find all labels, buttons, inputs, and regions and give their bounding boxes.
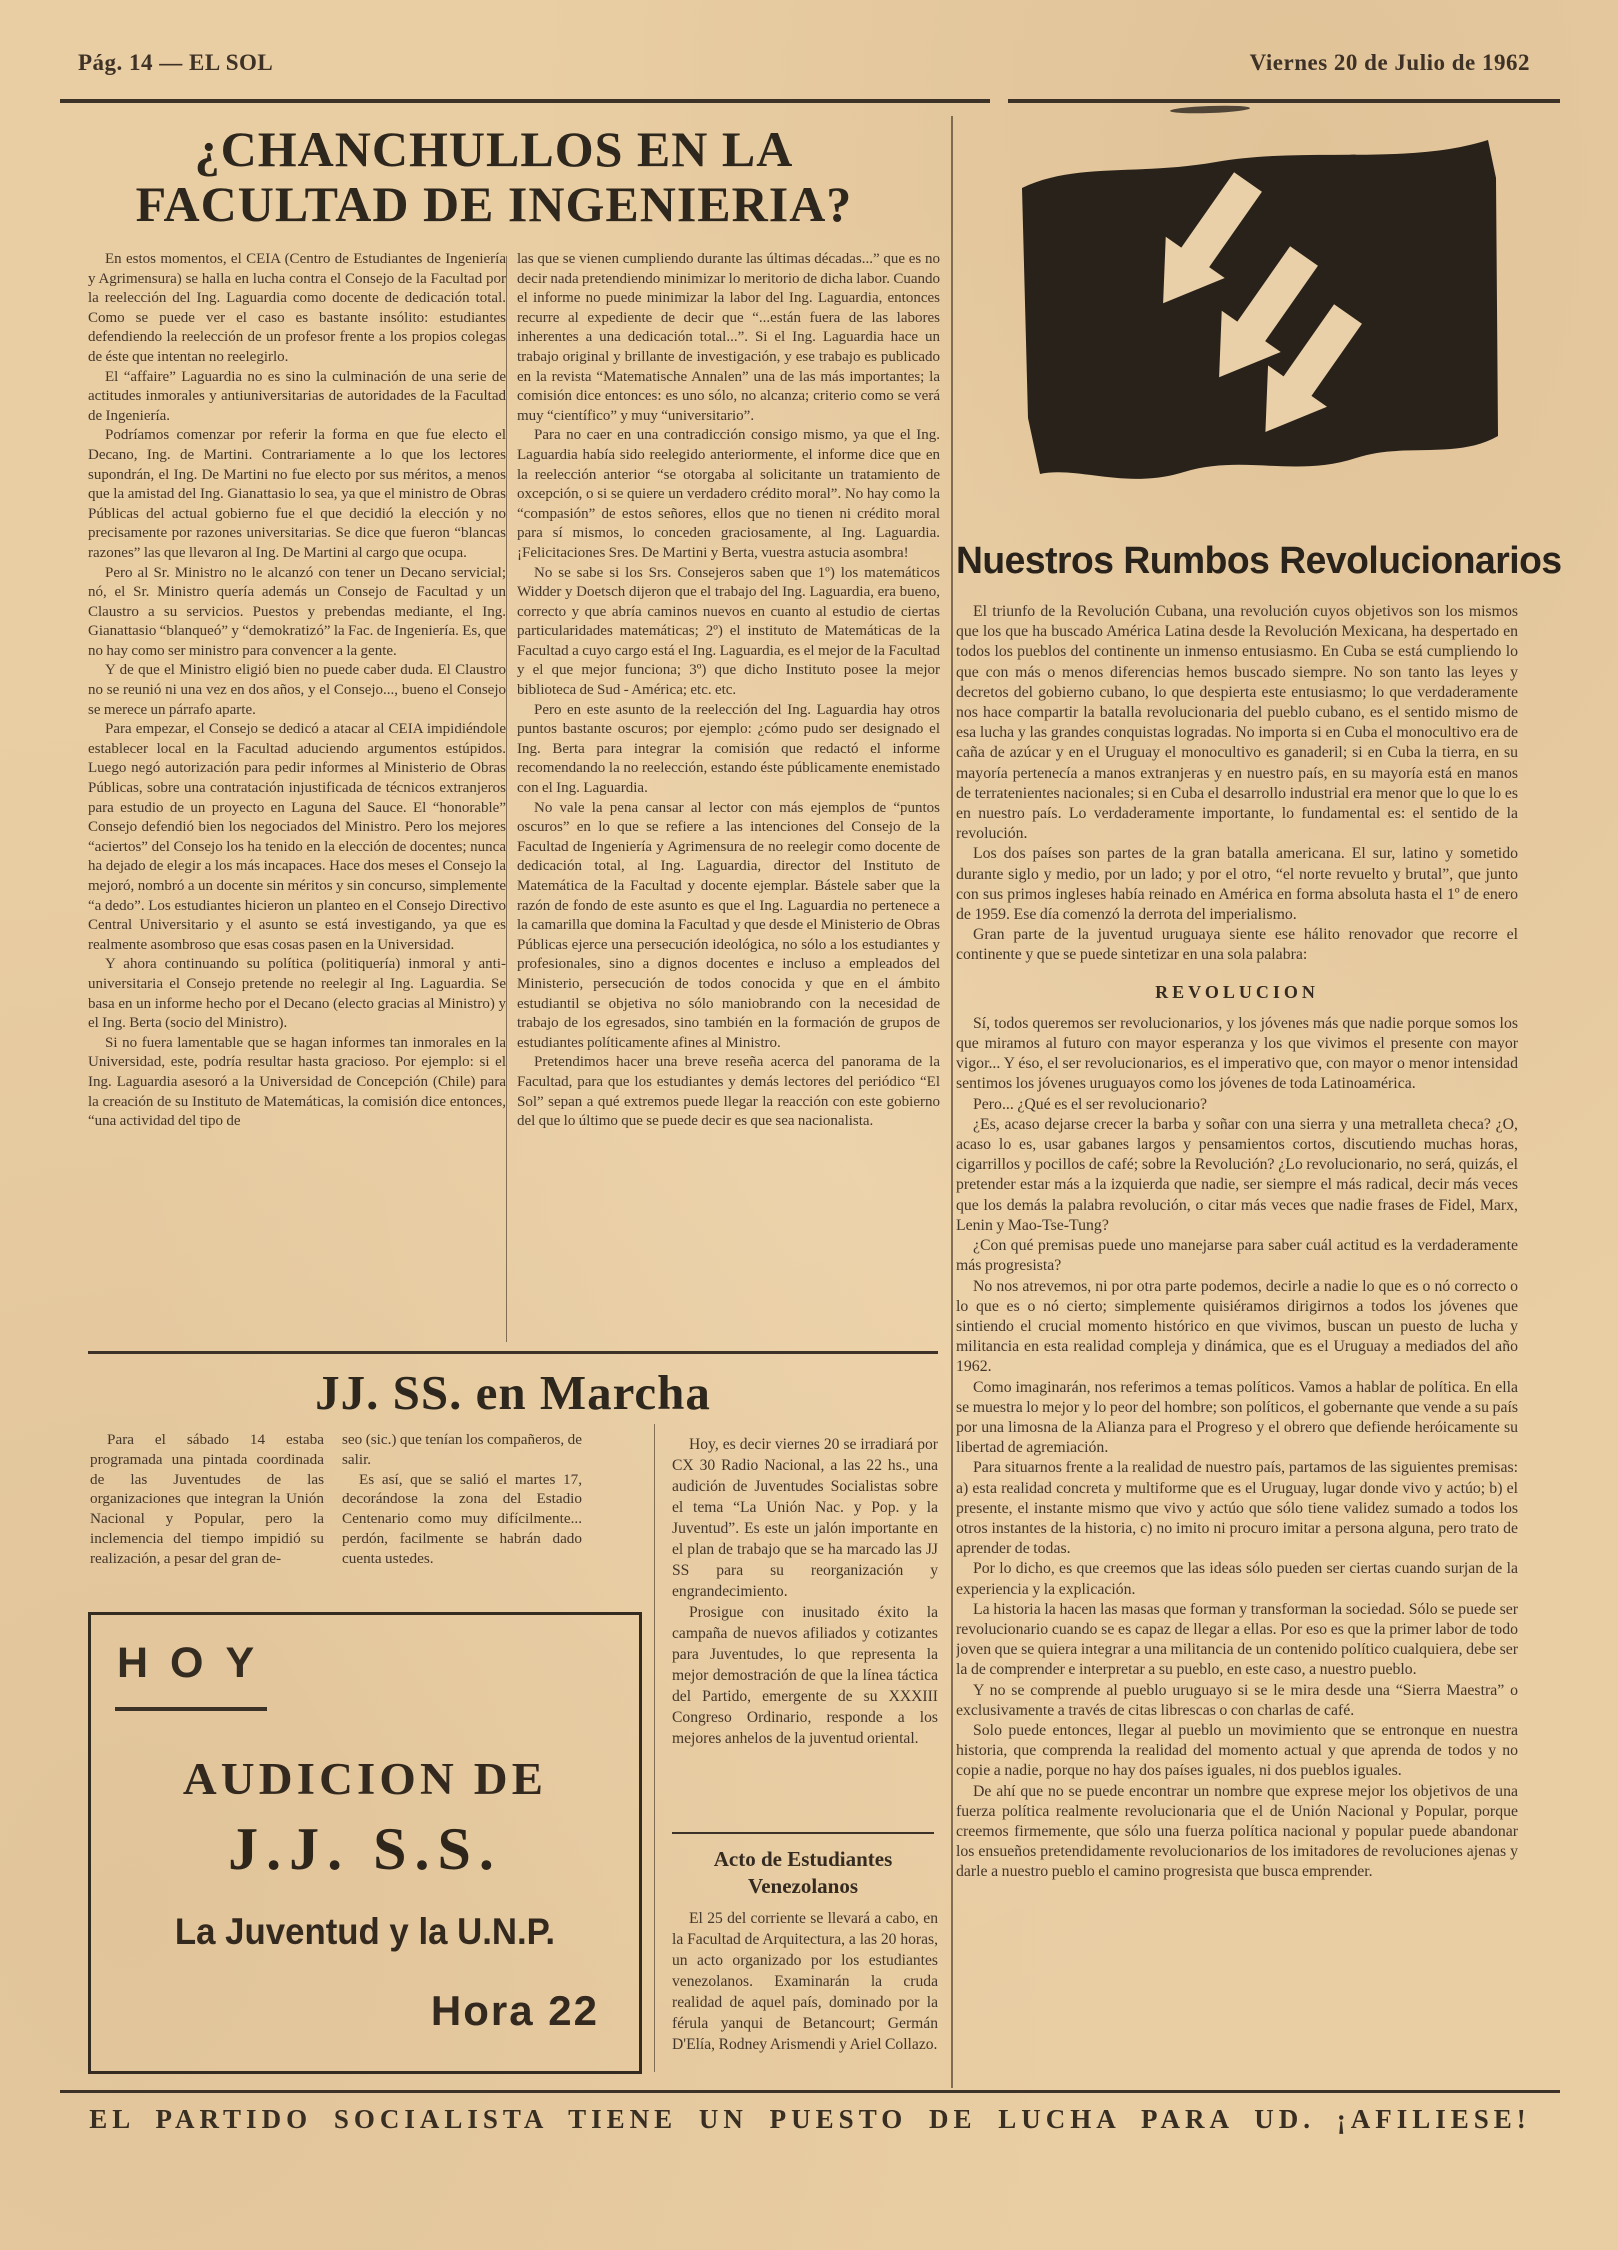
paragraph: Prosigue con inusitado éxito la campaña de nuevos afiliados y cotizantes para Juventudes, lo que representa la mejor demostración de que la línea táctica del Partido, emergente de su XXXIII Congreso Ordinario, responde a los mejores anhelos de la juventud oriental. [672, 1604, 938, 1747]
paragraph: Solo puede entonces, llegar al pueblo un movimiento que se entronque en nuestra historia, que comprenda la realidad del momento actual y que aprenda de todos y no copie a nadie, porque no hay dos países iguales, ni dos pueblos iguales. [956, 1721, 1518, 1780]
paragraph: Y de que el Ministro eligió bien no puede caber duda. El Claustro no se reunió ni una vez en dos años, y el Consejo..., bueno el Consejo se merece un párrafo aparte. [88, 662, 506, 718]
paragraph: No nos atrevemos, ni por otra parte podemos, decirle a nadie lo que es o nó correcto o lo que es o nó cierto; simplemente quisiéramos dirigirnos a todos los jóvenes que sintiendo el crucial momento histórico en que vivimos, buscan un puesto de lucha y militancia en esta realidad compleja y dinámica, que es el Uruguay a mediados del año 1962. [956, 1277, 1518, 1376]
ad-hoy-underline [115, 1707, 267, 1711]
ad-hoy-label: HOY [117, 1639, 277, 1687]
main-article-headline [88, 122, 900, 232]
three-arrows-flag-image [1006, 118, 1510, 516]
paragraph: El 25 del corriente se llevará a cabo, en la Facultad de Arquitectura, a las 20 horas, un acto organizado por los estudiantes venezolanos. Examinarán la cruda realidad de aquel país, dominado por la férula yanqui de Betancourt; Germán D'Elía, Rodney Arismendi y Ariel Collazo. [672, 1910, 938, 2053]
paragraph: Los dos países son partes de la gran batalla americana. El sur, latino y sometido durante siglo y medio, por un lado; y por el otro, “el norte revuelto y brutal”, que junto con sus primos ingleses había reinado en América en forma absoluta hasta el 1º de enero de 1959. Ese día comenzó la derrota del imperialismo. [956, 845, 1518, 924]
right-article-headline: Nuestros Rumbos Revolucionarios [956, 540, 1562, 582]
jjss-column-1 [90, 1430, 324, 1610]
ad-hora-line: Hora 22 [430, 1987, 599, 2034]
paragraph: Hoy, es decir viernes 20 se irradiará por CX 30 Radio Nacional, a las 22 hs., una audición de Juventudes Socialistas sobre el tema “La Unión Nac. y Pop. y la Juventud”. Es este un jalón importante en el plan de trabajo que se ha marcado las JJ SS para su reorganización y engrandecimiento. [672, 1436, 938, 1600]
paragraph: El triunfo de la Revolución Cubana, una revolución cuyos objetivos son los mismos que los que ha buscado América Latina desde la Revolución Mexicana, ha despertado en todos los pueblos del continente un inmenso entusiasmo. En Cuba se está cumpliendo lo que con más o menos diferencias hemos buscado siempre. No son tanto las leyes y decretos del gobierno cubano, lo que despierta este entusiasmo; lo que verdaderamente nos hace compartir la batalla revolucionaria del pueblo cubano, es el sentido mismo de esa lucha y las grandes conquistas logradas. No importa si en Cuba el monocultivo era de caña de azúcar y en el Uruguay el monocultivo es ganaderil; si en Cuba la tierra, en su mayoría pertenecía a manos extranjeras y en nuestro país, en su mayoría está en manos de terratenientes nacionales; si en Cuba el desarrollo industrial era menor que lo que lo es en nuestro país. Lo verdaderamente importante, lo fundamental es: el sentido de la revolución. [956, 603, 1518, 843]
paragraph: Para situarnos frente a la realidad de nuestro país, partamos de las siguientes premisas: a) esta realidad concreta y multiforme que es el Uruguay, lugar donde vivo y actúo; b) el presente, el instante mismo que vivo y actúo que sólo tiene validez sumado a todos los otros instantes de la historia, c) no imito ni procuro imitar a persona alguna, pero trato de aprender de todas. [956, 1459, 1518, 1558]
ad-juventud-line: La Juventud y la U.N.P. [174, 1911, 556, 1952]
acto-top-rule [672, 1832, 934, 1834]
paragraph: seo (sic.) que tenían los compañeros, de salir. [342, 1431, 582, 1468]
section-divider-rule [951, 116, 953, 2088]
paragraph: De ahí que no se puede encontrar un nombre que exprese mejor los objetivos de una fuerza política realmente revolucionaria que el de Unión Nacional y Popular, porque creemos firmemente, que sólo una fuerza política nacional y popular puede abandonar los ensueños pretendidamente revolucionarios de los imitadores de revoluciones ajenas y darle a nuestro pueblo el camino progresista que busca emprender. [956, 1782, 1518, 1881]
ad-audicion-line: AUDICION DE [182, 1754, 548, 1804]
paragraph: Por lo dicho, es que creemos que las ideas sólo pueden ser ciertas cuando surjan de la experiencia y la explicación. [956, 1560, 1518, 1598]
header-rule-right [1008, 99, 1560, 103]
paragraph: Gran parte de la juventud uruguaya siente ese hálito renovador que recorre el continente y que se puede sintetizar en una sola palabra: [956, 926, 1518, 964]
paragraph: Si no fuera lamentable que se hagan informes tan inmorales en la Universidad, este, podría resultar hasta gracioso. Por ejemplo: si el Ing. Laguardia asesoró a la Universidad de Concepción (Chile) para la creación de su Instituto de Matemáticas, la comisión dice entonces, “una actividad del tipo de [88, 1034, 506, 1130]
paragraph: No vale la pena cansar al lector con más ejemplos de “puntos oscuros” en lo que se refiere a las intenciones del Consejo de la Facultad de Ingeniería y Agrimensura de no reelegir como docente de dedicación total, al Ing. Laguardia, director del Instituto de Matemática de la Facultad y docente ejemplar. Bástele saber que la razón de fondo de este asunto es que el Ing. Laguardia no pertenece a la camarilla que domina la Facultad y que desde el Ministerio de Obras Públicas ejerce una persecución ideológica, no sólo a los estudiantes y profesionales, sino a dignos docentes e incluso a empleados del Ministerio, persecución de todos conocida y que en el ámbito estudiantil se objetiva no sólo maniobrando con la necesidad de trabajo de los egresados, sino también en la formación de grupos de estudiantes políticamente afines al Ministro. [517, 799, 940, 1051]
ad-jjss-line: J.J. S.S. [228, 1816, 502, 1882]
paragraph: Pero... ¿Qué es el ser revolucionario? [973, 1095, 1207, 1113]
paragraph: las que se vienen cumpliendo durante las últimas décadas...” que es no decir nada pretendiendo minimizar lo meritorio de dicha labor. Cuando el informe no puede minimizar la labor del Ing. Laguardia, entonces recurre al expediente de decir que “...están fuera de las labores inherentes a una dedicación total...”. Si el Ing. Laguardia hace un trabajo original y brillante de investigación, y ese trabajo es publicado en la revista “Matematische Annalen” una de las más importantes; la comisión dice entonces: es uno sólo, no alcanza; criterio como se verá muy “científico” y muy “universitario”. [517, 251, 940, 424]
paragraph: Como imaginarán, nos referimos a temas políticos. Vamos a hablar de política. En ella se muestra lo mejor y lo peor del hombre; son políticos, el gobernante que vende a su país por una limosna de la Alianza para el Progreso y el obrero que defiende heróicamente su libertad de agremiación. [956, 1378, 1518, 1457]
acto-body [672, 1908, 938, 2080]
header-rule-left [60, 99, 990, 103]
paragraph: El “affaire” Laguardia no es sino la culminación de una serie de actitudes inmorales y antiuniversitarias de autoridades de la Facultad de Ingeniería. [88, 368, 506, 424]
paragraph: Pero en este asunto de la reelección del Ing. Laguardia hay otros puntos bastante oscuros; por ejemplo: ¿cómo pudo ser designado el Ing. Berta para integrar la comisión que redactó el informe recomendando la no reelección, estando éste públicamente enemistado con el Ing. Laguardia. [517, 701, 940, 797]
jjss-column-2 [342, 1430, 582, 1630]
paragraph: No se sabe si los Srs. Consejeros saben que 1º) los matemáticos Widder y Doetsch dijeron que el trabajo del Ing. Laguardia, era bueno, correcto y que abría caminos nuevos en cuanto al estudio de ciertas particularidades matemáticas; 2º) el instituto de Matemáticas de la Facultad a cuyo cargo está el Ing. Laguardia, es el mejor de la Facultad y el que mejor funciona; 3º) que dicho Instituto posee la mejor biblioteca de Sud - América; etc. etc. [517, 564, 940, 699]
jjss-headline: JJ. SS. en Marcha [315, 1365, 711, 1420]
paragraph: Sí, todos queremos ser revolucionarios, y los jóvenes más que nadie porque somos los que miramos al futuro con mayor esperanza y los que vivimos el presente con mayor vigor... Y éso, el ser revolucionarios, es el imperativo que, con mayor o menor intensidad sentimos los jóvenes uruguayos como los jóvenes de toda Latinoamérica. [956, 1014, 1518, 1093]
main-headline-line1: ¿CHANCHULLOS EN LA [194, 121, 794, 177]
paragraph: Podríamos comenzar por referir la forma en que fue electo el Decano, Ing. de Martini. Contrariamente a lo que los lectores supondrán, el Ing. De Martini no fue electo por sus méritos, a menos que la amistad del Ing. Gianattasio lo sea, ya que el ministro de Obras Públicas del actual gobierno fue el que decidió la elección y no precisamente por razones universitarias. Se dice que fueron “blancas razones” las que llevaron al Ing. De Martini al cargo que ocupa. [88, 427, 506, 561]
main-article-column-1 [88, 250, 506, 1348]
acto-heading-line2: Venezolanos [747, 1874, 859, 1899]
page-number-and-masthead: Pág. 14 — EL SOL [78, 50, 274, 75]
paragraph: Pero al Sr. Ministro no le alcanzó con tener un Decano servicial; nó, el Sr. Ministro quería además un Consejo de Facultad y un Claustro a su servicios. Puestos y prebendas mediante, el Ing. Gianattasio “blanqueó” y “demokratizó” la Fac. de Ingeniería. Es, que no hay como ser ministro para convencer a la gente. [88, 564, 506, 659]
issue-date: Viernes 20 de Julio de 1962 [1249, 50, 1530, 75]
party-slogan-banner: EL PARTIDO SOCIALISTA TIENE UN PUESTO DE LUCHA PARA UD. ¡AFILIESE! [89, 2104, 1531, 2134]
paragraph: ¿Es, acaso dejarse crecer la barba y soñar con una sierra y una metralleta checa? ¿O, acaso lo es, usar gabanes largos y pensamientos cortos, discutiendo muchas horas, cigarrillos y pocillos de café; sobre la Revolución? ¿Lo revolucionario, no será, quizás, el pretender estar más a la izquierda que nadie, ser siempre el más radical, decir más veces que los demás la palabra revolución, o citar más veces que nadie frases de Fidel, Marx, Lenin y Mao-Tse-Tung? [956, 1115, 1518, 1234]
paragraph: Y no se comprende al pueblo uruguayo si se le mira desde una “Sierra Maestra” o exclusivamente a través de citas librescas o con charlas de café. [956, 1681, 1518, 1719]
paragraph: Es así, que se salió el martes 17, decorándose la zona del Estadio Centenario como muy difícilmente... perdón, facilmente se habrán dado cuenta ustedes. [342, 1470, 582, 1567]
footer-rule [60, 2090, 1560, 2093]
main-article-bottom-rule [88, 1351, 938, 1354]
column-divider-rule [506, 256, 507, 1342]
paragraph: Para no caer en una contradicción consigo mismo, ya que el Ing. Laguardia había sido reelegido anteriormente, el informe dice que en la reelección anterior “se otorgaba al solicitante un tratamiento de oxcepción, o si se quiere un verdadero crédito moral”. No hay como la “compasión” de estos señores, ellos que no tienen ni crédito moral para sí mismos, lo conceden graciosamente, al Ing. Laguardia. ¡Felicitaciones Sres. De Martini y Berta, vuestra astucia asombra! [517, 427, 940, 561]
paragraph: Para empezar, el Consejo se dedicó a atacar al CEIA impidiéndole establecer local en la Facultad aduciendo argumentos estúpidos. Luego negó autorización para pedir informes al Ministerio de Obras Públicas, sobre una contratación injustificada de técnicos extranjeros para estudio de un proyecto en Laguna del Sauce. El “honorable” Consejo defendió bien los negociados del Ministro. Pero los mejores “aciertos” del Consejo los ha tenido en la elección de docentes; nunca ha dejado de elegir a los más incapaces. Hace dos meses el Consejo la mejoró, nombró a un docente sin méritos y sin concurso, simplemente “a dedo”. Los estudiantes hicieron un planteo en el Consejo Directivo Central Universitario y el asunto se está investigando, ya que es realmente asombroso que esas cosas pasen en la Universidad. [88, 721, 506, 953]
paragraph: Y ahora continuando su política (politiquería) inmoral y anti-universitaria el Consejo pretende no reelegir al Ing. Laguardia. Se basa en un informe hecho por el Decano (electo gracias al Ministro) y el Ing. Berta (socio del Ministro). [88, 956, 506, 1032]
paragraph: REVOLUCION [1155, 981, 1319, 1002]
jjss-radio-ad [88, 1612, 642, 2074]
paragraph: Pretendimos hacer una breve reseña acerca del panorama de la Facultad, para que los estudiantes y demás lectores del periódico “El Sol” sepan a qué extremos puede llegar la reacción con este gobierno del que lo último que se puede decir es que sea nacionalista. [517, 1054, 940, 1130]
right-article-body [956, 602, 1518, 2086]
paragraph: La historia la hacen las masas que forman y transforman la sociedad. Sólo se puede ser revolucionario cuando se es capaz de llegar a ellas. Por eso es que la primer labor de todo joven que se quiera integrar a una militancia de un contenido político cualquiera, debe ser la de comprender e interpretar a su pueblo, en este caso, a nuestro pueblo. [956, 1600, 1518, 1679]
ink-smudge [1170, 105, 1250, 115]
acto-heading [668, 1846, 938, 1901]
paragraph: ¿Con qué premisas puede uno manejarse para saber cuál actitud es la verdaderamente más progresista? [956, 1237, 1518, 1275]
jjss-column-3 [672, 1434, 938, 1830]
paragraph: Para el sábado 14 estaba programada una pintada coordinada de las Juventudes de las organizaciones que integran la Unión Nacional y Popular, pero la inclemencia del tiempo impidió su realización, a pesar del gran de- [90, 1431, 324, 1567]
jjss-column-divider-rule [654, 1424, 655, 2072]
paragraph: En estos momentos, el CEIA (Centro de Estudiantes de Ingeniería y Agrimensura) se halla en lucha contra el Consejo de la Facultad por la reelección del Ing. Laguardia como docente de dedicación total. Como se puede ver el caso es bastante insólito: estudiantes defendiendo la reelección de un profesor frente a los propios colegas de éste que intentan no reelegirlo. [88, 251, 506, 365]
main-article-column-2 [517, 250, 940, 1348]
main-headline-line2: FACULTAD DE INGENIERIA? [135, 176, 853, 232]
acto-heading-line1: Acto de Estudiantes [713, 1847, 893, 1871]
